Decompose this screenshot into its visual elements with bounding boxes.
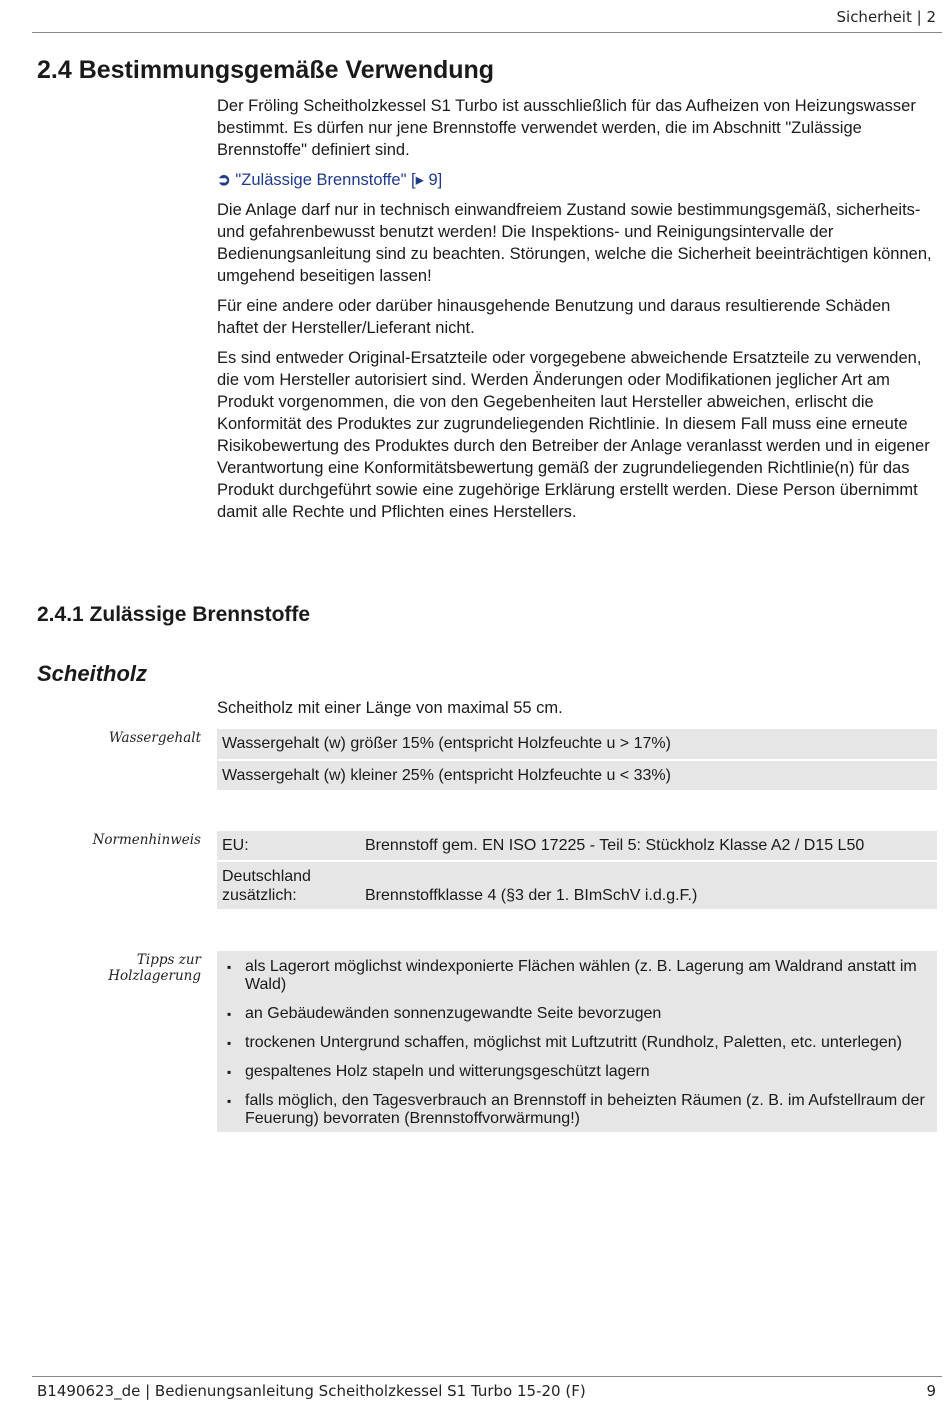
footer-document-id: B1490623_de | Bedienungsanleitung Scheitholzkessel S1 Turbo 15-20 (F) — [37, 1382, 586, 1400]
bullet-icon: ▪ — [227, 1007, 232, 1021]
reference-arrow-icon: ➲ — [217, 171, 231, 189]
bullet-icon: ▪ — [227, 1036, 232, 1050]
header-divider — [32, 32, 942, 33]
tip-text: an Gebäudewänden sonnenzugewandte Seite bevorzugen — [245, 1005, 662, 1022]
list-item — [217, 1063, 937, 1081]
table-row — [217, 862, 937, 909]
section-body — [217, 95, 932, 531]
scheitholz-intro: Scheitholz mit einer Länge von maximal 55 cm. — [217, 699, 563, 717]
bullet-icon: ▪ — [227, 1094, 232, 1108]
reference-text: "Zulässige Brennstoffe" [ — [235, 171, 416, 189]
bullet-icon: ▪ — [227, 960, 232, 974]
page-header: Sicherheit | 2 — [836, 8, 936, 26]
wassergehalt-row: Wassergehalt (w) größer 15% (entspricht Holzfeuchte u > 17%) — [222, 735, 671, 752]
list-item — [217, 1034, 937, 1052]
footer-divider — [32, 1376, 942, 1377]
tip-text: falls möglich, den Tagesverbrauch an Brennstoff in beheizten Räumen (z. B. im Aufstellraum der Feuerung) bevorraten (Brennstoffvorwärmung!) — [245, 1092, 925, 1127]
subsection-title: 2.4.1 Zulässige Brennstoffe — [37, 603, 311, 626]
wassergehalt-label: Wassergehalt — [108, 730, 201, 746]
wassergehalt-row: Wassergehalt (w) kleiner 25% (entspricht Holzfeuchte u < 33%) — [222, 767, 671, 784]
section-title: 2.4 Bestimmungsgemäße Verwendung — [37, 56, 495, 84]
tipps-list — [217, 958, 937, 1128]
region-cell: EU: — [222, 837, 249, 854]
region-cell: Deutschland zusätzlich: — [222, 867, 311, 904]
table-row — [217, 831, 937, 860]
scheitholz-heading: Scheitholz — [37, 661, 148, 686]
paragraph-liability: Für eine andere oder darüber hinausgehende Benutzung und daraus resultierende Schäden haftet der Hersteller/Lieferant nicht. — [217, 297, 891, 337]
cross-reference-link[interactable] — [217, 169, 932, 191]
page-triangle-icon: ▸ — [415, 171, 424, 189]
tip-text: gespaltenes Holz stapeln und witterungsgeschützt lagern — [245, 1063, 650, 1080]
wassergehalt-table — [217, 729, 937, 790]
list-item — [217, 1092, 937, 1128]
tip-text: trockenen Untergrund schaffen, möglichst mit Luftzutritt (Rundholz, Paletten, etc. unterlegen) — [245, 1034, 902, 1051]
tip-text: als Lagerort möglichst windexponierte Flächen wählen (z. B. Lagerung am Waldrand anstatt im Wald) — [245, 958, 917, 993]
norm-cell: Brennstoffklasse 4 (§3 der 1. BImSchV i.d.g.F.) — [365, 887, 698, 904]
reference-page: 9] — [423, 171, 443, 189]
list-item — [217, 958, 937, 994]
normenhinweis-table — [217, 831, 937, 909]
paragraph-spare-parts: Es sind entweder Original-Ersatzteile oder vorgegebene abweichende Ersatzteile zu verwenden, die vom Hersteller autorisiert sind. Werden Änderungen oder Modifikationen jeglicher Art am Produkt vorgenommen, die von den Gegebenheiten laut Hersteller abweichen, erlischt die Konformität des Produktes zur zugrundeliegenden Richtlinie. In diesem Fall muss eine erneute Risikobewertung des Produktes durch den Betreiber der Anlage veranlasst werden und in eigener Verantwortung eine Konformitätsbewertung gemäß der zugrundeliegenden Richtlinie(n) für das Produkt durchgeführt sowie eine zugehörige Erklärung erstellt werden. Diese Person übernimmt damit alle Rechte und Pflichten eines Herstellers. — [217, 349, 930, 521]
bullet-icon: ▪ — [227, 1065, 232, 1079]
list-item — [217, 1005, 937, 1023]
tipps-box — [217, 951, 937, 1132]
paragraph-intended-use: Der Fröling Scheitholzkessel S1 Turbo ist ausschließlich für das Aufheizen von Heizungswasser bestimmt. Es dürfen nur jene Brennstoffe verwendet werden, die im Abschnitt "Zulässige Brennstoffe" definiert sind. — [217, 97, 916, 159]
norm-cell: Brennstoff gem. EN ISO 17225 - Teil 5: Stückholz Klasse A2 / D15 L50 — [365, 837, 865, 854]
normenhinweis-label: Normenhinweis — [92, 832, 201, 848]
tipps-label: Tipps zur Holzlagerung — [108, 952, 201, 984]
paragraph-condition: Die Anlage darf nur in technisch einwandfreiem Zustand sowie bestimmungsgemäß, sicherheits- und gefahrenbewusst benutzt werden! Die Inspektions- und Reinigungsintervalle der Bedienungsanleitung sind zu beachten. Störungen, welche die Sicherheit beeinträchtigen können, umgehend beseitigen lassen! — [217, 201, 932, 285]
page-number: 9 — [926, 1382, 936, 1400]
